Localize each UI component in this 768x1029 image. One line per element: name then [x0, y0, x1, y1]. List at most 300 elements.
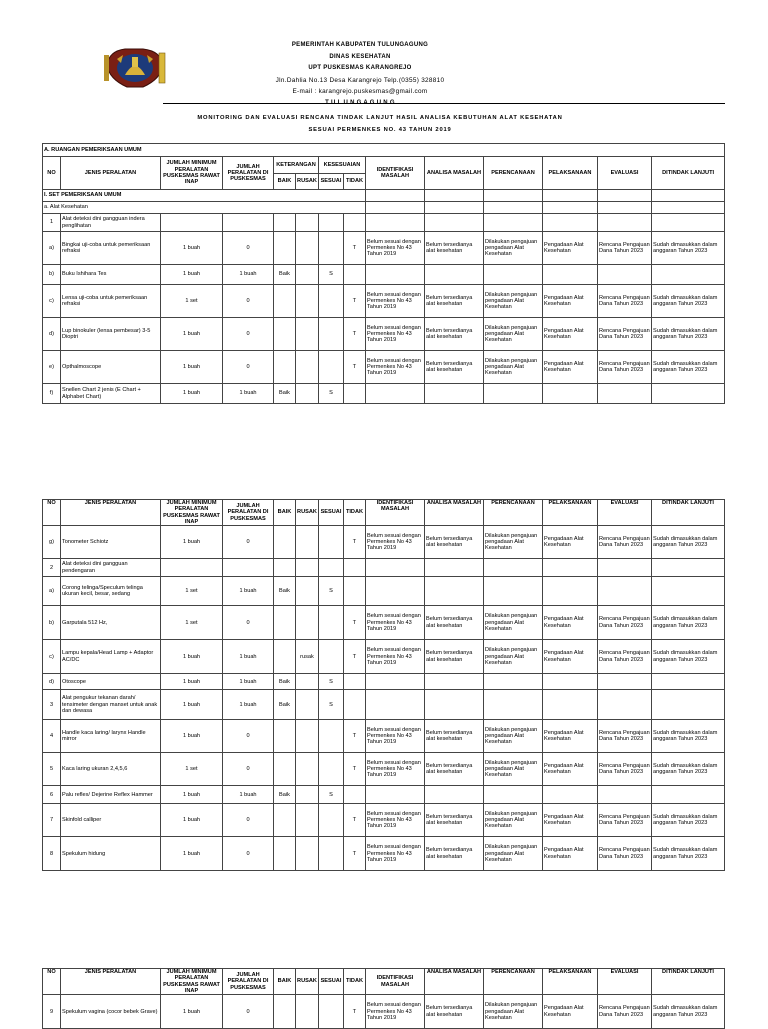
item-pkm-qty: 0 — [223, 232, 274, 265]
item-note-pelaksanaan: Pengadaan Alat Kesehatan — [543, 526, 598, 559]
item-note-perencanaan: Dilakukan pengajuan pengadaan Alat Kesehatan — [484, 995, 543, 1029]
item-rusak — [296, 674, 319, 690]
item-note-perencanaan: Dilakukan pengajuan pengadaan Alat Kesehatan — [484, 318, 543, 351]
document-page-2 — [0, 497, 768, 937]
item-tidak — [344, 384, 366, 404]
item-rusak — [296, 690, 319, 720]
col-header-perencanaan: PERENCANAAN — [484, 157, 543, 190]
item-note-perencanaan: Dilakukan pengajuan pengadaan Alat Kesehatan — [484, 351, 543, 384]
document-page-3 — [0, 965, 768, 1024]
item-no: c) — [43, 640, 61, 674]
item-no: 3 — [43, 690, 61, 720]
item-name: Corong telinga/Speculum telinga ukuran kecil, besar, sedang — [61, 577, 161, 606]
equipment-row — [43, 384, 725, 404]
col-header-rusak: RUSAK — [296, 500, 319, 526]
item-sesuai — [319, 720, 344, 753]
item-note-perencanaan — [484, 265, 543, 285]
item-note-evaluasi — [598, 674, 652, 690]
equipment-row — [43, 674, 725, 690]
item-name: Garputala 512 Hz, — [61, 606, 161, 640]
col-header-rusak: RUSAK — [296, 969, 319, 995]
item-baik — [274, 526, 296, 559]
item-name: Snellen Chart 2 jenis (E Chart + Alphabet Chart) — [61, 384, 161, 404]
col-header-evaluasi: EVALUASI — [598, 969, 652, 995]
item-note-perencanaan: Dilakukan pengajuan pengadaan Alat Kesehatan — [484, 285, 543, 318]
item-no: 8 — [43, 837, 61, 871]
section-a-heading: A. RUANGAN PEMERIKSAAN UMUM — [43, 144, 725, 157]
item-note-identifikasi: Belum sesuai dengan Permenkes No 43 Tahun 2019 — [366, 720, 425, 753]
item-pkm-qty: 0 — [223, 753, 274, 786]
col-header-jumlah-min: JUMLAH MINIMUM PERALATAN PUSKESMAS RAWAT INAP — [161, 500, 223, 526]
group-2-name: Alat deteksi dini gangguan pendengaran — [61, 559, 161, 577]
item-note-pelaksanaan: Pengadaan Alat Kesehatan — [543, 837, 598, 871]
col-header-no: NO — [43, 500, 61, 526]
item-note-ditindak: Sudah dimasukkan dalam anggaran Tahun 2023 — [652, 232, 725, 265]
item-pkm-qty: 1 buah — [223, 674, 274, 690]
item-baik — [274, 285, 296, 318]
col-header-ditindak: DITINDAK LANJUTI — [652, 157, 725, 190]
item-no: e) — [43, 351, 61, 384]
equipment-row — [43, 690, 725, 720]
item-note-perencanaan — [484, 674, 543, 690]
item-pkm-qty: 0 — [223, 351, 274, 384]
item-tidak — [344, 265, 366, 285]
item-sesuai — [319, 804, 344, 837]
col-header-tidak: TIDAK — [344, 500, 366, 526]
equipment-row — [43, 753, 725, 786]
item-note-identifikasi: Belum sesuai dengan Permenkes No 43 Tahun 2019 — [366, 804, 425, 837]
item-sesuai: S — [319, 577, 344, 606]
item-pkm-qty: 1 buah — [223, 786, 274, 804]
equipment-row — [43, 837, 725, 871]
item-baik: Baik — [274, 577, 296, 606]
col-header-rusak: RUSAK — [296, 174, 319, 190]
item-note-evaluasi: Rencana Pengajuan Dana Tahun 2023 — [598, 753, 652, 786]
col-header-jumlah-min: JUMLAH MINIMUM PERALATAN PUSKESMAS RAWAT INAP — [161, 157, 223, 190]
item-baik — [274, 640, 296, 674]
item-note-perencanaan: Dilakukan pengajuan pengadaan Alat Kesehatan — [484, 640, 543, 674]
item-baik — [274, 804, 296, 837]
item-sesuai — [319, 837, 344, 871]
item-note-ditindak: Sudah dimasukkan dalam anggaran Tahun 2023 — [652, 285, 725, 318]
item-rusak — [296, 265, 319, 285]
equipment-row — [43, 351, 725, 384]
item-note-pelaksanaan — [543, 690, 598, 720]
item-min-qty: 1 buah — [161, 720, 223, 753]
item-sesuai — [319, 753, 344, 786]
item-rusak — [296, 318, 319, 351]
item-tidak — [344, 577, 366, 606]
item-name: Lensa uji-coba untuk pemeriksaan refraksi — [61, 285, 161, 318]
col-header-pelaksanaan: PELAKSANAAN — [543, 969, 598, 995]
equipment-row — [43, 232, 725, 265]
equipment-row — [43, 577, 725, 606]
item-note-perencanaan: Dilakukan pengajuan pengadaan Alat Kesehatan — [484, 753, 543, 786]
item-baik — [274, 351, 296, 384]
item-sesuai — [319, 285, 344, 318]
item-note-evaluasi — [598, 265, 652, 285]
equipment-row — [43, 285, 725, 318]
item-min-qty: 1 buah — [161, 265, 223, 285]
item-note-evaluasi: Rencana Pengajuan Dana Tahun 2023 — [598, 351, 652, 384]
item-min-qty: 1 buah — [161, 640, 223, 674]
col-header-jenis: JENIS PERALATAN — [61, 500, 161, 526]
document-title — [130, 112, 630, 136]
item-pkm-qty: 0 — [223, 318, 274, 351]
item-tidak: T — [344, 526, 366, 559]
item-note-evaluasi: Rencana Pengajuan Dana Tahun 2023 — [598, 640, 652, 674]
item-note-pelaksanaan: Pengadaan Alat Kesehatan — [543, 720, 598, 753]
equipment-row — [43, 318, 725, 351]
item-note-perencanaan — [484, 690, 543, 720]
col-header-ditindak: DITINDAK LANJUTI — [652, 500, 725, 526]
item-no: a) — [43, 577, 61, 606]
item-name: Tonometer Schiotz — [61, 526, 161, 559]
item-rusak: rusak — [296, 640, 319, 674]
item-note-pelaksanaan: Pengadaan Alat Kesehatan — [543, 351, 598, 384]
item-min-qty: 1 buah — [161, 690, 223, 720]
col-header-jumlah-min: JUMLAH MINIMUM PERALATAN PUSKESMAS RAWAT INAP — [161, 969, 223, 995]
letterhead-email: E-mail : karangrejo.puskesmas@gmail.com — [292, 88, 428, 95]
item-note-ditindak: Sudah dimasukkan dalam anggaran Tahun 2023 — [652, 640, 725, 674]
item-no: 7 — [43, 804, 61, 837]
item-note-evaluasi: Rencana Pengajuan Dana Tahun 2023 — [598, 837, 652, 871]
item-note-ditindak — [652, 674, 725, 690]
item-no: 4 — [43, 720, 61, 753]
col-header-jumlah-pkm: JUMLAH PERALATAN DI PUSKESMAS — [223, 969, 274, 995]
regency-emblem-logo — [103, 45, 167, 91]
equipment-row — [43, 786, 725, 804]
item-note-identifikasi: Belum sesuai dengan Permenkes No 43 Tahun 2019 — [366, 837, 425, 871]
item-tidak: T — [344, 640, 366, 674]
item-note-pelaksanaan: Pengadaan Alat Kesehatan — [543, 804, 598, 837]
item-note-analisa: Belum tersedianya alat kesehatan — [425, 753, 484, 786]
col-header-keterangan: KETERANGAN — [274, 157, 319, 174]
item-no: g) — [43, 526, 61, 559]
page-2-rows-c — [43, 690, 725, 871]
col-header-identifikasi: IDENTIFIKASI MASALAH — [366, 157, 425, 190]
item-min-qty: 1 buah — [161, 526, 223, 559]
item-min-qty: 1 set — [161, 285, 223, 318]
item-note-identifikasi — [366, 384, 425, 404]
item-pkm-qty: 1 buah — [223, 640, 274, 674]
item-pkm-qty: 0 — [223, 526, 274, 559]
item-name: Bingkai uji-coba untuk pemeriksaan refraksi — [61, 232, 161, 265]
item-tidak: T — [344, 318, 366, 351]
equipment-table-page-3 — [42, 968, 725, 1029]
col-header-perencanaan: PERENCANAAN — [484, 500, 543, 526]
item-note-pelaksanaan: Pengadaan Alat Kesehatan — [543, 640, 598, 674]
item-note-evaluasi: Rencana Pengajuan Dana Tahun 2023 — [598, 804, 652, 837]
item-note-identifikasi — [366, 690, 425, 720]
equipment-row — [43, 526, 725, 559]
item-no: c) — [43, 285, 61, 318]
item-no: f) — [43, 384, 61, 404]
document-page-1 — [0, 0, 768, 450]
item-note-evaluasi: Rencana Pengajuan Dana Tahun 2023 — [598, 720, 652, 753]
col-header-sesuai: SESUAI — [319, 969, 344, 995]
item-note-evaluasi: Rencana Pengajuan Dana Tahun 2023 — [598, 318, 652, 351]
item-note-analisa: Belum tersedianya alat kesehatan — [425, 526, 484, 559]
item-note-identifikasi: Belum sesuai dengan Permenkes No 43 Tahun 2019 — [366, 285, 425, 318]
group-2-no: 2 — [43, 559, 61, 577]
item-tidak: T — [344, 995, 366, 1029]
item-sesuai — [319, 318, 344, 351]
page-1-rows — [43, 232, 725, 404]
item-note-ditindak: Sudah dimasukkan dalam anggaran Tahun 2023 — [652, 995, 725, 1029]
letterhead-address: Jln.Dahlia No.13 Desa Karangrejo Telp.(0355) 328810 — [275, 76, 445, 84]
item-baik — [274, 318, 296, 351]
item-note-identifikasi — [366, 577, 425, 606]
item-tidak: T — [344, 804, 366, 837]
document-title-line-1: MONITORING DAN EVALUASI RENCANA TINDAK LANJUT HASIL ANALISA KEBUTUHAN ALAT KESEHATAN — [197, 115, 563, 121]
letterhead-line-1: PEMERINTAH KABUPATEN TULUNGAGUNG — [291, 42, 429, 48]
item-rusak — [296, 384, 319, 404]
item-note-analisa — [425, 577, 484, 606]
item-note-perencanaan: Dilakukan pengajuan pengadaan Alat Kesehatan — [484, 837, 543, 871]
item-tidak — [344, 786, 366, 804]
item-baik: Baik — [274, 690, 296, 720]
item-note-analisa: Belum tersedianya alat kesehatan — [425, 720, 484, 753]
item-name: Lup binokuler (lensa pembesar) 3-5 Dioptri — [61, 318, 161, 351]
item-min-qty: 1 set — [161, 577, 223, 606]
col-header-sesuai: SESUAI — [319, 174, 344, 190]
letterhead-divider — [163, 103, 725, 104]
item-note-identifikasi: Belum sesuai dengan Permenkes No 43 Tahun 2019 — [366, 995, 425, 1029]
item-pkm-qty: 0 — [223, 720, 274, 753]
item-note-perencanaan — [484, 786, 543, 804]
col-header-identifikasi: IDENTIFIKASI MASALAH — [366, 500, 425, 526]
item-note-identifikasi — [366, 265, 425, 285]
group-1-name: Alat deteksi dini gangguan indera penglihatan — [61, 214, 161, 232]
item-pkm-qty: 0 — [223, 837, 274, 871]
item-note-evaluasi: Rencana Pengajuan Dana Tahun 2023 — [598, 526, 652, 559]
item-baik — [274, 720, 296, 753]
item-no: b) — [43, 606, 61, 640]
item-no: d) — [43, 674, 61, 690]
equipment-row — [43, 640, 725, 674]
item-tidak — [344, 690, 366, 720]
item-sesuai: S — [319, 786, 344, 804]
item-tidak: T — [344, 285, 366, 318]
col-header-sesuai: SESUAI — [319, 500, 344, 526]
item-note-analisa: Belum tersedianya alat kesehatan — [425, 285, 484, 318]
item-name: Spekulum vagina (cocor bebek Grave) — [61, 995, 161, 1029]
item-note-perencanaan: Dilakukan pengajuan pengadaan Alat Kesehatan — [484, 804, 543, 837]
col-header-baik: BAIK — [274, 174, 296, 190]
item-note-pelaksanaan — [543, 786, 598, 804]
item-sesuai — [319, 526, 344, 559]
col-header-perencanaan: PERENCANAAN — [484, 969, 543, 995]
col-header-analisa: ANALISA MASALAH — [425, 157, 484, 190]
item-note-ditindak: Sudah dimasukkan dalam anggaran Tahun 2023 — [652, 351, 725, 384]
item-sesuai: S — [319, 690, 344, 720]
item-note-ditindak: Sudah dimasukkan dalam anggaran Tahun 2023 — [652, 837, 725, 871]
item-baik: Baik — [274, 786, 296, 804]
letterhead-line-2: DINAS KESEHATAN — [329, 53, 391, 60]
letterhead-city: T U L U N G A G U N G — [325, 99, 395, 106]
item-rusak — [296, 786, 319, 804]
item-note-pelaksanaan: Pengadaan Alat Kesehatan — [543, 753, 598, 786]
item-note-analisa — [425, 265, 484, 285]
item-tidak: T — [344, 753, 366, 786]
equipment-row — [43, 804, 725, 837]
item-note-analisa: Belum tersedianya alat kesehatan — [425, 640, 484, 674]
item-note-ditindak — [652, 577, 725, 606]
item-no: b) — [43, 265, 61, 285]
item-note-perencanaan: Dilakukan pengajuan pengadaan Alat Kesehatan — [484, 526, 543, 559]
item-min-qty: 1 set — [161, 606, 223, 640]
group-1-no: 1 — [43, 214, 61, 232]
item-note-identifikasi — [366, 786, 425, 804]
item-note-evaluasi: Rencana Pengajuan Dana Tahun 2023 — [598, 285, 652, 318]
page-2-rows-b — [43, 577, 725, 690]
item-min-qty: 1 buah — [161, 384, 223, 404]
item-note-identifikasi: Belum sesuai dengan Permenkes No 43 Tahun 2019 — [366, 232, 425, 265]
col-header-jumlah-pkm: JUMLAH PERALATAN DI PUSKESMAS — [223, 500, 274, 526]
item-note-identifikasi: Belum sesuai dengan Permenkes No 43 Tahun 2019 — [366, 526, 425, 559]
item-note-analisa — [425, 674, 484, 690]
item-no: d) — [43, 318, 61, 351]
item-note-ditindak: Sudah dimasukkan dalam anggaran Tahun 2023 — [652, 720, 725, 753]
item-note-analisa: Belum tersedianya alat kesehatan — [425, 995, 484, 1029]
item-note-analisa: Belum tersedianya alat kesehatan — [425, 318, 484, 351]
item-note-pelaksanaan — [543, 674, 598, 690]
page-2-rows-a — [43, 526, 725, 559]
item-min-qty: 1 buah — [161, 674, 223, 690]
item-baik — [274, 753, 296, 786]
item-note-perencanaan — [484, 577, 543, 606]
document-title-line-2: SESUAI PERMENKES NO. 43 TAHUN 2019 — [308, 127, 452, 133]
item-note-evaluasi: Rencana Pengajuan Dana Tahun 2023 — [598, 232, 652, 265]
item-min-qty: 1 buah — [161, 351, 223, 384]
item-note-analisa: Belum tersedianya alat kesehatan — [425, 232, 484, 265]
item-note-ditindak: Sudah dimasukkan dalam anggaran Tahun 2023 — [652, 804, 725, 837]
item-tidak: T — [344, 232, 366, 265]
item-note-identifikasi: Belum sesuai dengan Permenkes No 43 Tahun 2019 — [366, 351, 425, 384]
item-sesuai — [319, 351, 344, 384]
col-header-tidak: TIDAK — [344, 969, 366, 995]
item-note-evaluasi: Rencana Pengajuan Dana Tahun 2023 — [598, 995, 652, 1029]
item-no: 5 — [43, 753, 61, 786]
item-rusak — [296, 837, 319, 871]
col-header-no: NO — [43, 157, 61, 190]
item-note-perencanaan — [484, 384, 543, 404]
item-note-ditindak: Sudah dimasukkan dalam anggaran Tahun 2023 — [652, 318, 725, 351]
col-header-no: NO — [43, 969, 61, 995]
item-note-ditindak: Sudah dimasukkan dalam anggaran Tahun 2023 — [652, 753, 725, 786]
item-no: 6 — [43, 786, 61, 804]
item-note-analisa — [425, 786, 484, 804]
col-header-identifikasi: IDENTIFIKASI MASALAH — [366, 969, 425, 995]
item-note-ditindak — [652, 384, 725, 404]
item-name: Alat pengukur tekanan darah/ tensimeter dengan manset untuk anak dan dewasa — [61, 690, 161, 720]
item-note-identifikasi: Belum sesuai dengan Permenkes No 43 Tahun 2019 — [366, 318, 425, 351]
item-baik: Baik — [274, 265, 296, 285]
item-note-pelaksanaan — [543, 577, 598, 606]
equipment-table-page-1 — [42, 143, 725, 404]
item-min-qty: 1 buah — [161, 804, 223, 837]
equipment-row — [43, 265, 725, 285]
col-header-pelaksanaan: PELAKSANAAN — [543, 500, 598, 526]
item-pkm-qty: 0 — [223, 804, 274, 837]
item-rusak — [296, 753, 319, 786]
item-note-evaluasi — [598, 786, 652, 804]
item-note-ditindak — [652, 265, 725, 285]
item-baik: Baik — [274, 384, 296, 404]
item-sesuai — [319, 606, 344, 640]
col-header-analisa: ANALISA MASALAH — [425, 500, 484, 526]
section-i-heading: I. SET PEMERIKSAAN UMUM — [43, 190, 366, 202]
item-note-evaluasi — [598, 690, 652, 720]
item-min-qty: 1 buah — [161, 837, 223, 871]
item-tidak: T — [344, 606, 366, 640]
item-sesuai: S — [319, 674, 344, 690]
col-header-evaluasi: EVALUASI — [598, 157, 652, 190]
item-note-analisa: Belum tersedianya alat kesehatan — [425, 606, 484, 640]
item-pkm-qty: 0 — [223, 606, 274, 640]
item-note-pelaksanaan: Pengadaan Alat Kesehatan — [543, 232, 598, 265]
item-rusak — [296, 232, 319, 265]
col-header-kesesuaian: KESESUAIAN — [319, 157, 366, 174]
item-tidak: T — [344, 351, 366, 384]
item-note-pelaksanaan: Pengadaan Alat Kesehatan — [543, 606, 598, 640]
item-min-qty: 1 buah — [161, 786, 223, 804]
item-note-identifikasi: Belum sesuai dengan Permenkes No 43 Tahun 2019 — [366, 753, 425, 786]
item-sesuai: S — [319, 384, 344, 404]
col-header-jenis: JENIS PERALATAN — [61, 157, 161, 190]
item-pkm-qty: 1 buah — [223, 690, 274, 720]
item-baik: Baik — [274, 674, 296, 690]
item-note-ditindak: Sudah dimasukkan dalam anggaran Tahun 2023 — [652, 606, 725, 640]
item-baik — [274, 837, 296, 871]
item-note-perencanaan: Dilakukan pengajuan pengadaan Alat Kesehatan — [484, 720, 543, 753]
item-note-pelaksanaan: Pengadaan Alat Kesehatan — [543, 285, 598, 318]
item-note-pelaksanaan: Pengadaan Alat Kesehatan — [543, 995, 598, 1029]
col-header-analisa: ANALISA MASALAH — [425, 969, 484, 995]
item-name: Palu reflex/ Dejerine Reflex Hammer — [61, 786, 161, 804]
item-note-analisa — [425, 384, 484, 404]
col-header-jenis: JENIS PERALATAN — [61, 969, 161, 995]
col-header-pelaksanaan: PELAKSANAAN — [543, 157, 598, 190]
item-name: Opthalmoscope — [61, 351, 161, 384]
item-note-analisa: Belum tersedianya alat kesehatan — [425, 351, 484, 384]
item-sesuai — [319, 640, 344, 674]
item-rusak — [296, 285, 319, 318]
item-note-ditindak — [652, 786, 725, 804]
item-name: Handle kaca laring/ larynx Handle mirror — [61, 720, 161, 753]
item-pkm-qty: 1 buah — [223, 577, 274, 606]
item-sesuai: S — [319, 265, 344, 285]
item-note-pelaksanaan: Pengadaan Alat Kesehatan — [543, 318, 598, 351]
col-header-ditindak: DITINDAK LANJUTI — [652, 969, 725, 995]
item-note-ditindak: Sudah dimasukkan dalam anggaran Tahun 2023 — [652, 526, 725, 559]
item-note-analisa — [425, 690, 484, 720]
item-pkm-qty: 0 — [223, 285, 274, 318]
letterhead — [230, 40, 490, 109]
col-header-tidak: TIDAK — [344, 174, 366, 190]
col-header-baik: BAIK — [274, 969, 296, 995]
item-note-ditindak — [652, 690, 725, 720]
item-rusak — [296, 351, 319, 384]
item-pkm-qty: 1 buah — [223, 384, 274, 404]
item-note-analisa: Belum tersedianya alat kesehatan — [425, 804, 484, 837]
item-sesuai — [319, 232, 344, 265]
item-note-evaluasi — [598, 577, 652, 606]
item-name: Buku Ishihara Tes — [61, 265, 161, 285]
letterhead-line-3: UPT PUSKESMAS KARANGREJO — [308, 65, 412, 71]
item-note-evaluasi — [598, 384, 652, 404]
